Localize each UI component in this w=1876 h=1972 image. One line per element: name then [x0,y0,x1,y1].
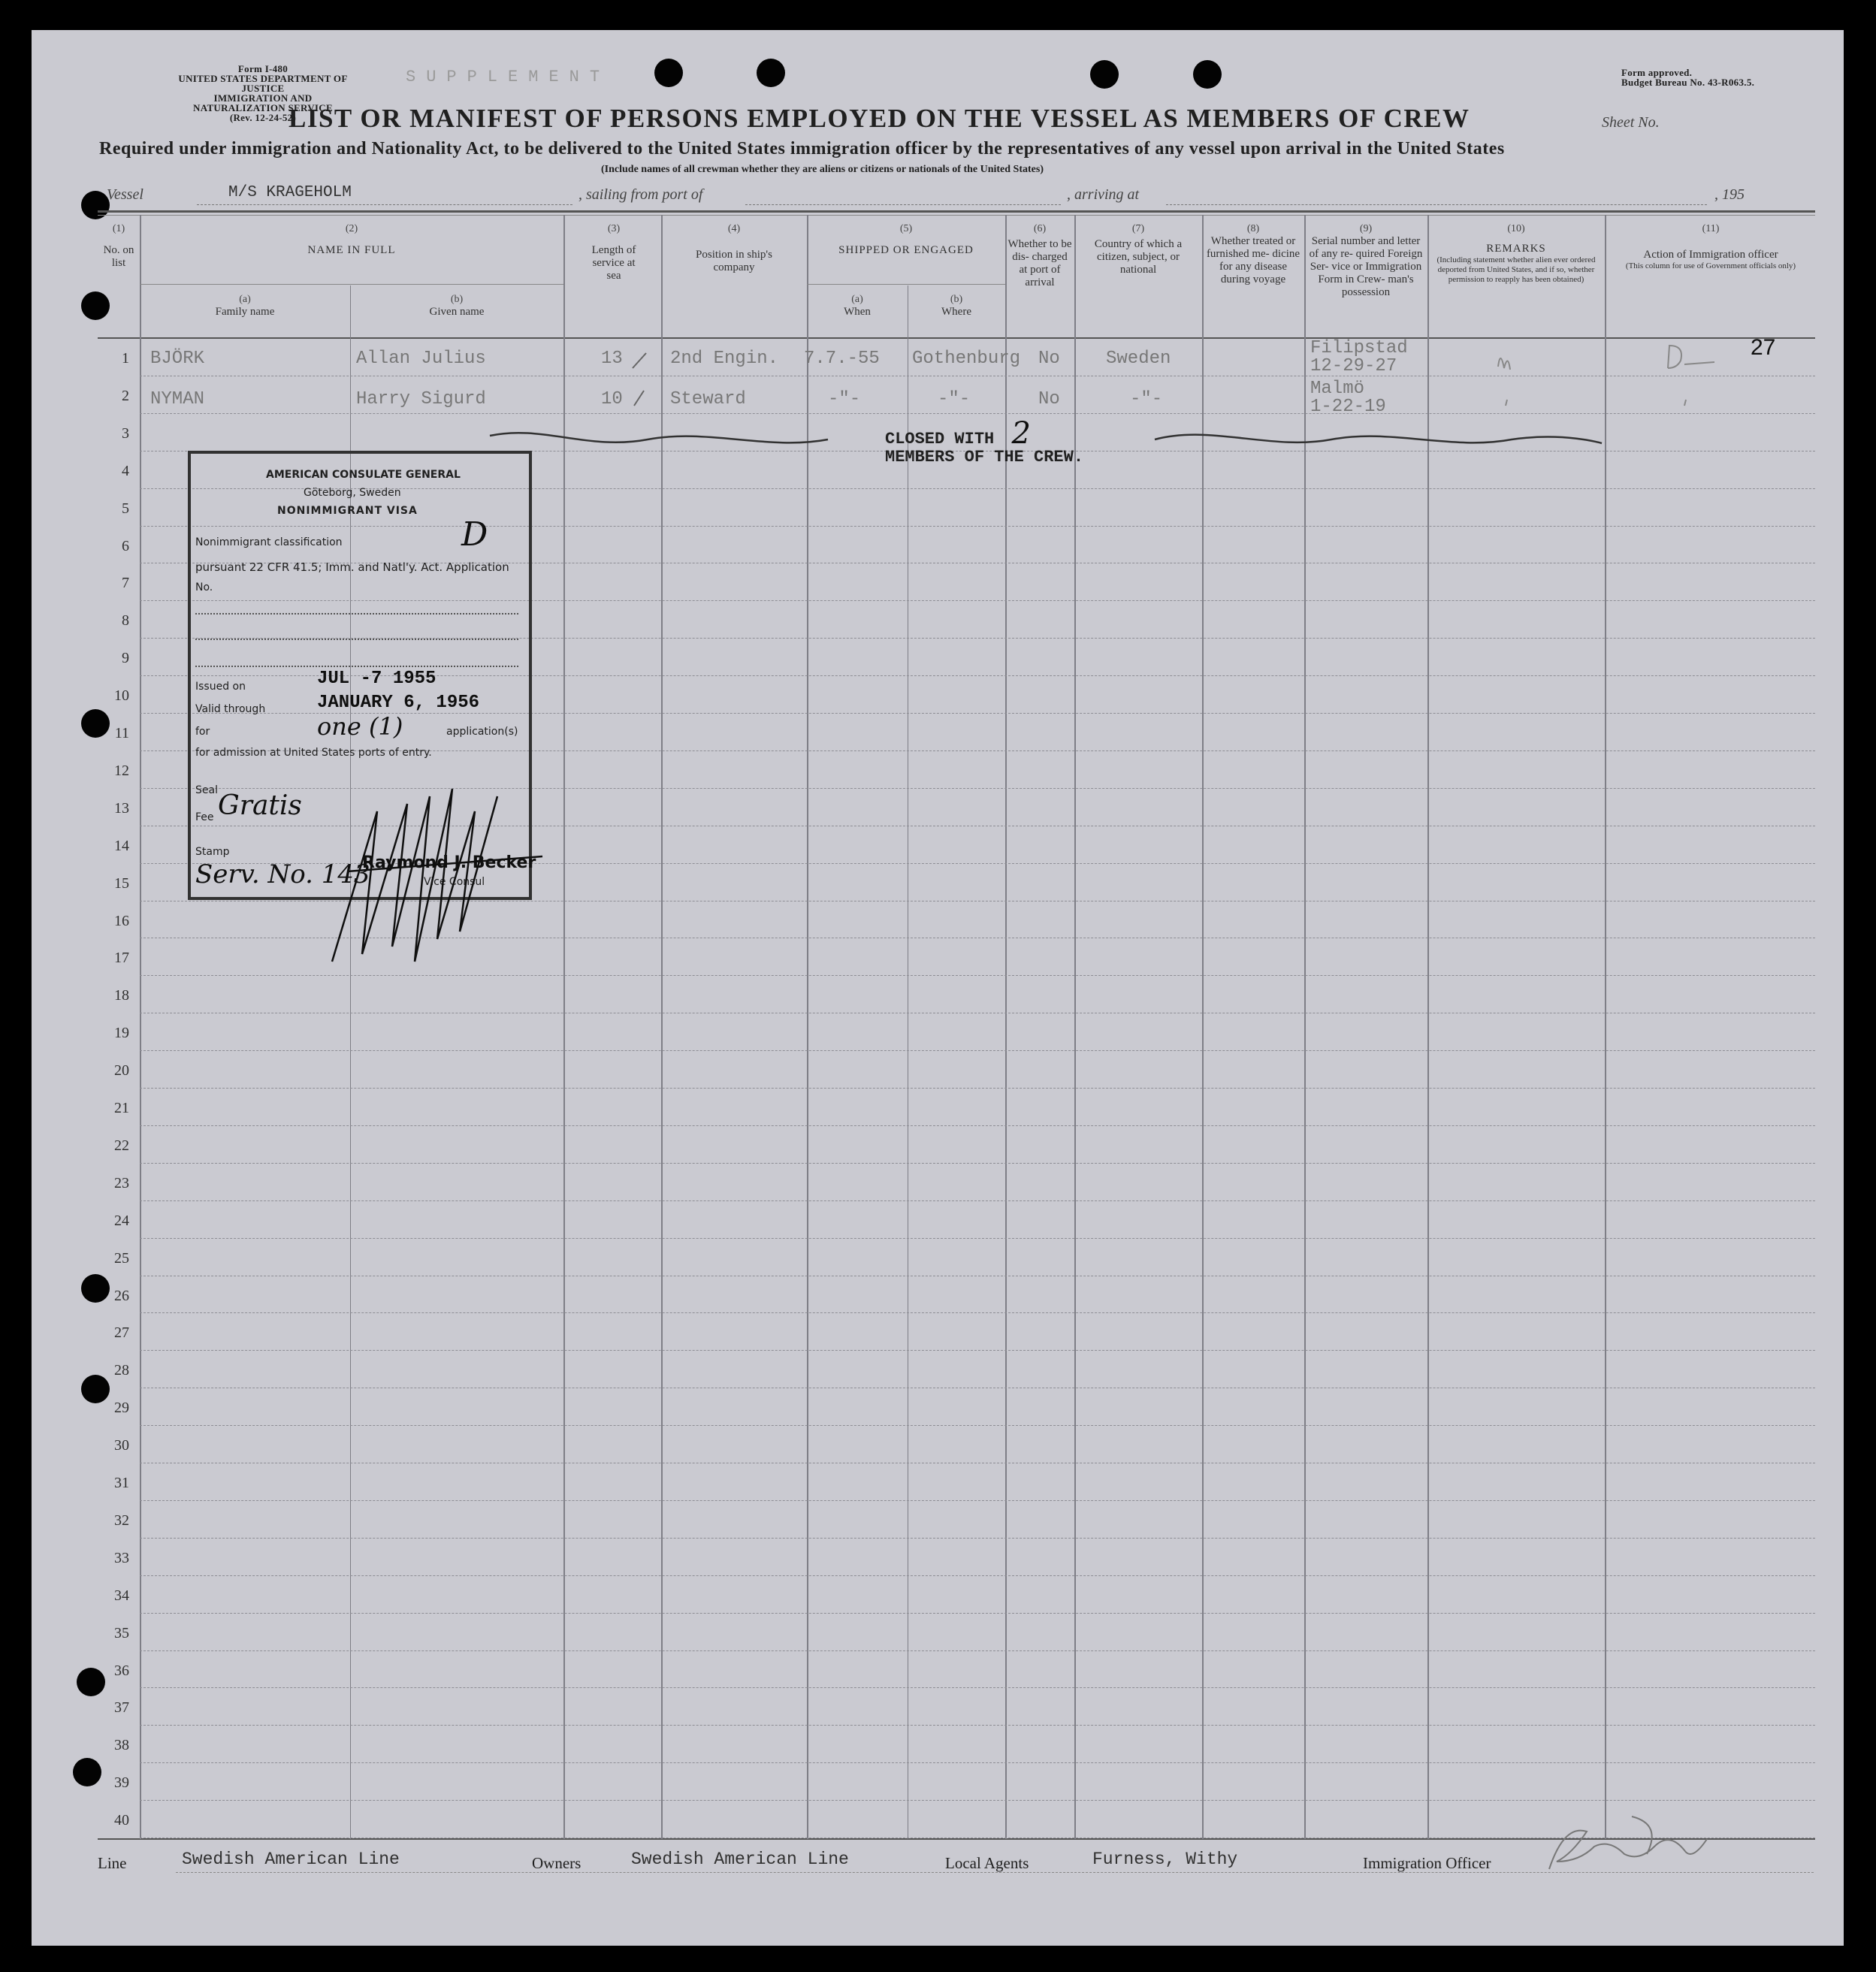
budget-bureau: Budget Bureau No. 43-R063.5. [1621,77,1755,88]
crew-2-serial: Malmö [1310,379,1365,399]
row-number: 2 [122,387,129,404]
stamp-seal-label: Seal [195,784,218,796]
crew-1-family-name: BJÖRK [150,349,205,369]
row-number: 10 [114,687,129,705]
crew-2-discharged: No [1038,389,1060,409]
col-8-header: (8) Whether treated or furnished me- dicine for any disease during voyage [1206,223,1301,285]
row-number: 11 [114,725,129,741]
row-number: 36 [114,1662,129,1679]
form-number: Form I-480 [237,63,288,74]
stamp-office: AMERICAN CONSULATE GENERAL [266,469,461,481]
crew-2-service: 10 [601,389,623,409]
row-number: 18 [114,987,129,1004]
crew-1-service: 13 [601,349,623,369]
row-number: 34 [114,1587,129,1604]
manifest-page [32,30,1844,1946]
service: IMMIGRATION AND NATURALIZATION SERVICE [193,92,333,113]
closed-label: CLOSED WITH [885,430,995,448]
col-3-header: (3) Length of service at sea [591,223,636,282]
stamp-stamp-label: Stamp [195,846,230,858]
closed-count: 2 [1011,416,1031,451]
pencil-marks [32,30,1844,1946]
stamp-applications-label: application(s) [446,726,518,738]
col-5-header: (5) SHIPPED OR ENGAGED [838,223,974,256]
closed-line-2: MEMBERS OF THE CREW. [885,448,1084,467]
row-number: 7 [122,575,129,592]
col-2-header: (2) NAME IN FULL [307,223,396,256]
note: (Include names of all crewman whether they are aliens or citizens or nationals of the United States) [601,164,1044,175]
row-number: 29 [114,1400,129,1417]
col-10-header: (10) REMARKS (Including statement whether alien ever ordered deported from United States, and if so, whether permission to reapply has been obtained) [1436,223,1596,284]
row-number: 39 [114,1774,129,1792]
stamp-officer: Raymond J. Becker [362,853,536,872]
stamp-rule [195,639,518,640]
footer-officer-label: Immigration Officer [1363,1854,1491,1872]
row-number: 26 [114,1287,129,1304]
crew-1-where: Gothenburg [912,349,1021,369]
row-number: 1 [122,350,129,367]
col-1-header: (1) No. on list [103,223,134,269]
department: UNITED STATES DEPARTMENT OF JUSTICE [178,73,348,94]
row-number: 15 [114,874,129,892]
row-number: 31 [114,1475,129,1491]
row-number: 37 [114,1699,129,1717]
immigration-officer-signature [1542,1809,1714,1884]
crew-1-country: Sweden [1106,349,1171,369]
stamp-fee-value: Gratis [218,790,302,821]
crew-1-given-name: Allan Julius [356,349,486,369]
col-2a-header: (a) Family name [215,294,275,318]
stamp-no-label: No. [195,581,213,593]
row-number: 23 [114,1174,129,1191]
row-number: 8 [122,612,129,630]
row-number: 28 [114,1362,129,1379]
footer-owners-value: Swedish American Line [631,1850,849,1869]
crew-1-discharged: No [1038,349,1060,369]
col-9-header: (9) Serial number and letter of any re- quired Foreign Ser- vice or Immigration Form in Crew- man's possession [1309,223,1423,298]
vessel-label: Vessel [107,186,143,203]
stamp-rule [195,666,518,667]
stamp-valid-label: Valid through [195,703,266,715]
crew-2-family-name: NYMAN [150,389,205,409]
crew-1-when: 7.7.-55 [804,349,880,369]
row-number: 14 [114,837,129,854]
stamp-class-value: D [461,515,488,554]
row-number: 35 [114,1624,129,1641]
sheet-number: 27 [1751,335,1776,360]
vessel-name: M/S KRAGEHOLM [228,184,352,201]
stamp-for-value: one (1) [317,712,403,741]
closed-line-1 [885,416,1031,451]
col-2b-header: (b) Given name [429,294,485,318]
stamp-valid-value: JANUARY 6, 1956 [317,693,480,713]
col-5b-header: (b) Where [941,294,971,318]
stamp-issued-value: JUL -7 1955 [317,669,437,689]
stamp-admission: for admission at United States ports of entry. [195,747,432,759]
row-number: 27 [114,1324,129,1342]
row-number: 13 [114,799,129,817]
row-number: 33 [114,1549,129,1566]
sailing-label: , sailing from port of [579,186,703,203]
crew-2-country: -"- [1130,389,1163,409]
row-number: 3 [122,424,129,442]
row-number: 6 [122,537,129,554]
row-number: 24 [114,1212,129,1229]
page-title: LIST OR MANIFEST OF PERSONS EMPLOYED ON THE VESSEL AS MEMBERS OF CREW [288,104,1470,133]
row-number: 9 [122,650,129,667]
row-number: 22 [114,1137,129,1154]
consul-signature-scribble [317,766,603,992]
revision: (Rev. 12-24-52) [229,112,297,123]
row-number: 17 [114,950,129,967]
row-number: 21 [114,1100,129,1116]
footer-owners-label: Owners [532,1854,582,1872]
col-4-header: (4) Position in ship's company [696,223,772,273]
row-number: 12 [114,762,129,779]
crew-2-given-name: Harry Sigurd [356,389,486,409]
sheet-label: Sheet No. [1602,114,1660,131]
crew-1-serial-date: 12-29-27 [1310,356,1397,376]
row-number: 40 [114,1812,129,1829]
stamp-class-label: Nonimmigrant classification [195,536,343,548]
col-7-header: (7) Country of which a citizen, subject, or national [1094,223,1183,276]
col-6-header: (6) Whether to be dis- charged at port of arrival [1007,223,1072,288]
row-number: 16 [114,912,129,929]
stamp-pursuant: pursuant 22 CFR 41.5; Imm. and Natl'y. Act. Application [195,560,509,574]
stamp-issued-label: Issued on [195,681,246,693]
row-number: 4 [122,462,129,479]
row-number: 19 [114,1025,129,1042]
crew-2-when: -"- [828,389,861,409]
crew-1-position: 2nd Engin. [670,349,779,369]
row-number: 25 [114,1249,129,1267]
row-number: 32 [114,1511,129,1529]
stamp-serv-number: Serv. No. 143 [195,859,370,889]
stamp-city: Göteborg, Sweden [304,487,401,499]
arriving-label: , arriving at [1067,186,1140,203]
row-number: 30 [114,1437,129,1454]
crew-2-serial-date: 1-22-19 [1310,397,1386,417]
row-number: 20 [114,1062,129,1080]
footer-agents-value: Furness, Withy [1092,1850,1238,1869]
row-number: 38 [114,1737,129,1754]
crew-1-serial: Filipstad [1310,338,1408,358]
stamp-visa-type: NONIMMIGRANT VISA [277,505,418,517]
footer-line-value: Swedish American Line [182,1850,400,1869]
stamp-officer-title: Vice Consul [424,876,485,888]
stamp-fee-label: Fee [195,811,214,823]
col-5a-header: (a) When [844,294,871,318]
footer-agents-label: Local Agents [945,1854,1029,1872]
subtitle: Required under immigration and Nationality Act, to be delivered to the United States immigration officer by the representatives of any vessel upon arrival in the United States [99,139,1505,159]
stamp-for-label: for [195,726,210,738]
footer-line-label: Line [98,1854,127,1872]
crew-2-position: Steward [670,389,746,409]
year-label: , 195 [1714,186,1745,203]
approval: Form approved. [1621,67,1693,78]
stamp-rule [195,613,518,615]
col-11-header: (11) Action of Immigration officer (This column for use of Government officials only) [1625,223,1796,270]
supplement-mark: SUPPLEMENT [406,68,611,86]
footer-rule [176,1872,1814,1873]
row-number: 5 [122,500,129,517]
crew-2-where: -"- [938,389,971,409]
